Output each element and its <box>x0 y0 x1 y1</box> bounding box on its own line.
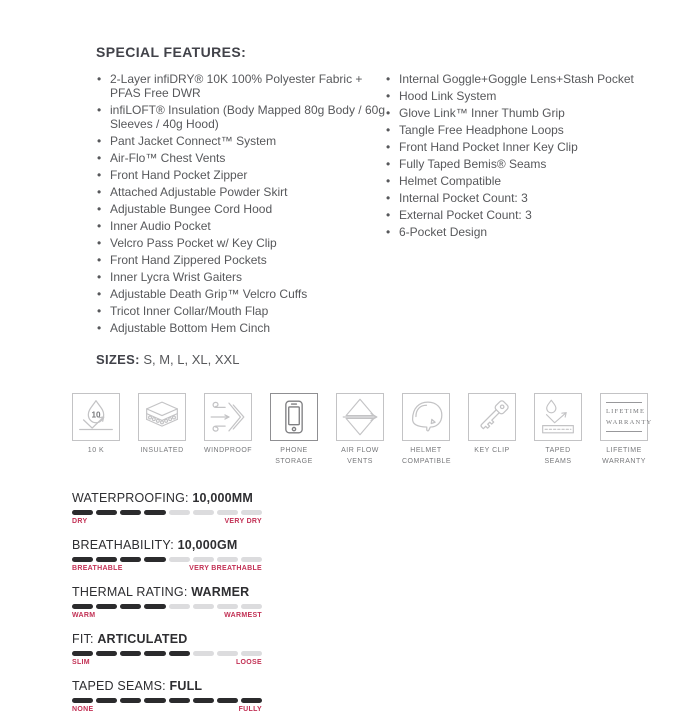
bar-segment-empty <box>193 557 214 562</box>
rating-value: WARMER <box>191 585 250 599</box>
feature-item <box>96 236 385 250</box>
feature-item-text: 2-Layer infiDRY® 10K 100% Polyester Fabric + PFAS Free DWR <box>110 72 363 100</box>
bullet-dot: • <box>386 174 391 188</box>
feature-item-text: Air-Flo™ Chest Vents <box>110 151 226 165</box>
bar-segment-filled <box>144 604 165 609</box>
feature-item-text: Glove Link™ Inner Thumb Grip <box>399 106 565 120</box>
bar-segment-empty <box>169 557 190 562</box>
special-features-section <box>96 44 700 338</box>
rating-minmax-labels <box>72 612 262 619</box>
rating-min-label: DRY <box>72 518 88 525</box>
bar-segment-empty <box>217 651 238 656</box>
bar-segment-filled <box>144 698 165 703</box>
feature-item-text: Front Hand Pocket Inner Key Clip <box>399 140 578 154</box>
bullet-dot: • <box>97 236 102 250</box>
icon-label-10k: 10 K <box>87 447 105 454</box>
sizes-line <box>96 352 700 367</box>
taped-seams-icon <box>534 393 582 441</box>
bar-segment-empty <box>217 510 238 515</box>
bar-segment-empty <box>241 510 262 515</box>
rating-bar <box>72 557 262 562</box>
icon-label-phone-storage: PHONE STORAGE <box>275 447 313 465</box>
feature-item <box>96 168 385 182</box>
bar-segment-filled <box>120 651 141 656</box>
icon-label-lifetime-warranty: LIFETIME WARRANTY <box>602 447 646 465</box>
rating-title <box>72 491 700 505</box>
rating-row <box>72 538 700 572</box>
rating-max-label: LOOSE <box>235 659 262 666</box>
rating-label: TAPED SEAMS: <box>72 679 170 693</box>
bar-segment-filled <box>217 698 238 703</box>
bar-segment-filled <box>193 698 214 703</box>
feature-item <box>96 202 385 216</box>
windproof-icon <box>204 393 252 441</box>
rating-row <box>72 679 700 713</box>
waterproof-10k-icon <box>72 393 120 441</box>
lifetime-warranty-box-text: LIFETIME WARRANTY <box>606 402 642 432</box>
feature-item <box>385 174 665 188</box>
feature-item <box>96 304 385 318</box>
rating-minmax-labels <box>72 565 262 572</box>
bar-segment-filled <box>144 557 165 562</box>
bar-segment-filled <box>120 698 141 703</box>
bar-segment-filled <box>72 651 93 656</box>
bar-segment-filled <box>96 651 117 656</box>
feature-item-text: infiLOFT® Insulation (Body Mapped 80g Body / 60g Sleeves / 40g Hood) <box>110 103 385 131</box>
bar-segment-filled <box>241 698 262 703</box>
bullet-dot: • <box>386 157 391 171</box>
feature-item-text: Attached Adjustable Powder Skirt <box>110 185 288 199</box>
bullet-dot: • <box>386 89 391 103</box>
bar-segment-filled <box>96 557 117 562</box>
feature-item <box>96 321 385 335</box>
bullet-dot: • <box>97 270 102 284</box>
feature-item-text: Helmet Compatible <box>399 174 502 188</box>
icon-label-helmet-compatible: HELMET COMPATIBLE <box>402 447 452 465</box>
sizes-label: SIZES: <box>96 352 140 367</box>
bar-segment-empty <box>193 651 214 656</box>
feature-item <box>96 134 385 148</box>
bar-segment-filled <box>169 651 190 656</box>
bullet-dot: • <box>97 304 102 318</box>
icon-cell-taped-seams <box>534 393 582 467</box>
rating-bar <box>72 604 262 609</box>
feature-item-text: Adjustable Death Grip™ Velcro Cuffs <box>110 287 308 301</box>
rating-min-label: SLIM <box>72 659 90 666</box>
bullet-dot: • <box>386 140 391 154</box>
bar-segment-filled <box>120 604 141 609</box>
rating-min-label: BREATHABLE <box>72 565 123 572</box>
feature-item-text: Adjustable Bungee Cord Hood <box>110 202 273 216</box>
feature-item-text: Tangle Free Headphone Loops <box>399 123 564 137</box>
bullet-dot: • <box>386 208 391 222</box>
bullet-dot: • <box>97 219 102 233</box>
bullet-dot: • <box>97 202 102 216</box>
icon-cell-helmet-compatible <box>402 393 450 467</box>
bullet-dot: • <box>97 151 102 165</box>
feature-item-text: Front Hand Zippered Pockets <box>110 253 267 267</box>
feature-item <box>385 208 665 222</box>
rating-minmax-labels <box>72 518 262 525</box>
feature-item <box>385 106 665 120</box>
feature-item <box>96 72 385 100</box>
rating-row <box>72 585 700 619</box>
rating-label: WATERPROOFING: <box>72 491 193 505</box>
bullet-dot: • <box>97 134 102 148</box>
air-flow-vents-icon <box>336 393 384 441</box>
phone-storage-icon <box>270 393 318 441</box>
bar-segment-filled <box>169 698 190 703</box>
feature-item-text: Inner Audio Pocket <box>110 219 211 233</box>
feature-item-text: Fully Taped Bemis® Seams <box>399 157 547 171</box>
rating-min-label: WARM <box>72 612 96 619</box>
bullet-dot: • <box>97 321 102 335</box>
rating-bar <box>72 651 262 656</box>
rating-title <box>72 538 700 552</box>
bullet-dot: • <box>386 106 391 120</box>
bar-segment-empty <box>217 604 238 609</box>
icon-cell-insulated <box>138 393 186 467</box>
bullet-dot: • <box>97 185 102 199</box>
feature-item <box>96 287 385 301</box>
feature-item <box>385 72 665 86</box>
bullet-dot: • <box>386 123 391 137</box>
rating-max-label: VERY BREATHABLE <box>189 565 262 572</box>
feature-item <box>96 270 385 284</box>
rating-row <box>72 491 700 525</box>
feature-item <box>385 123 665 137</box>
feature-item-text: Hood Link System <box>399 89 497 103</box>
bar-segment-empty <box>193 510 214 515</box>
rating-label: FIT: <box>72 632 98 646</box>
rating-value: FULL <box>169 679 203 693</box>
icon-cell-air-flow-vents <box>336 393 384 467</box>
bullet-dot: • <box>386 225 391 239</box>
feature-item <box>96 151 385 165</box>
feature-item <box>385 140 665 154</box>
rating-min-label: NONE <box>72 706 94 713</box>
rating-minmax-labels <box>72 659 262 666</box>
rating-label: BREATHABILITY: <box>72 538 178 552</box>
rating-max-label: VERY DRY <box>224 518 262 525</box>
icon-label-taped-seams: TAPED SEAMS <box>544 447 572 465</box>
feature-item <box>385 225 665 239</box>
feature-icons-row <box>72 393 700 467</box>
bar-segment-filled <box>96 510 117 515</box>
bar-segment-filled <box>120 510 141 515</box>
feature-item <box>96 253 385 267</box>
bar-segment-empty <box>193 604 214 609</box>
bullet-dot: • <box>97 253 102 267</box>
bullet-dot: • <box>386 72 391 86</box>
feature-item-text: Inner Lycra Wrist Gaiters <box>110 270 243 284</box>
insulated-icon <box>138 393 186 441</box>
rating-max-label: WARMEST <box>224 612 262 619</box>
feature-item-text: External Pocket Count: 3 <box>399 208 532 222</box>
feature-item-text: Tricot Inner Collar/Mouth Flap <box>110 304 269 318</box>
bar-segment-filled <box>96 698 117 703</box>
icon-cell-lifetime-warranty <box>600 393 653 467</box>
icon-cell-windproof <box>204 393 252 467</box>
rating-value: 10,000MM <box>192 491 254 505</box>
icon-cell-key-clip <box>468 393 516 467</box>
feature-item-text: Front Hand Pocket Zipper <box>110 168 248 182</box>
bullet-dot: • <box>97 168 102 182</box>
feature-item-text: Velcro Pass Pocket w/ Key Clip <box>110 236 277 250</box>
icon-cell-phone-storage <box>270 393 318 467</box>
feature-item-text: Pant Jacket Connect™ System <box>110 134 277 148</box>
features-col-right <box>385 72 665 242</box>
bar-segment-empty <box>241 604 262 609</box>
bar-segment-empty <box>241 557 262 562</box>
rating-title <box>72 679 700 693</box>
rating-max-label: FULLY <box>238 706 262 713</box>
icon-label-insulated: INSULATED <box>140 447 184 454</box>
feature-item-text: Internal Pocket Count: 3 <box>399 191 528 205</box>
icon-cell-10k <box>72 393 120 467</box>
rating-title <box>72 632 700 646</box>
bar-segment-filled <box>96 604 117 609</box>
bar-segment-filled <box>120 557 141 562</box>
feature-item <box>96 185 385 199</box>
feature-item <box>96 103 385 131</box>
feature-item <box>385 89 665 103</box>
bar-segment-empty <box>169 604 190 609</box>
bar-segment-filled <box>72 510 93 515</box>
rating-value: 10,000GM <box>177 538 238 552</box>
rating-bar <box>72 698 262 703</box>
icon-label-air-flow-vents: AIR FLOW VENTS <box>341 447 379 465</box>
special-features-heading: SPECIAL FEATURES: <box>96 44 247 60</box>
feature-item <box>96 219 385 233</box>
bar-segment-filled <box>144 651 165 656</box>
bar-segment-filled <box>144 510 165 515</box>
bullet-dot: • <box>97 72 102 86</box>
bullet-dot: • <box>386 191 391 205</box>
feature-item-text: 6-Pocket Design <box>399 225 488 239</box>
features-col-left <box>96 72 385 338</box>
bar-segment-filled <box>72 557 93 562</box>
feature-item <box>385 157 665 171</box>
rating-value: ARTICULATED <box>97 632 188 646</box>
rating-label: THERMAL RATING: <box>72 585 192 599</box>
svg-text:10: 10 <box>91 410 101 420</box>
helmet-compatible-icon <box>402 393 450 441</box>
bullet-dot: • <box>97 103 102 117</box>
rating-minmax-labels <box>72 706 262 713</box>
sizes-value: S, M, L, XL, XXL <box>143 352 240 367</box>
bar-segment-filled <box>72 604 93 609</box>
feature-item <box>385 191 665 205</box>
rating-title <box>72 585 700 599</box>
bar-segment-empty <box>169 510 190 515</box>
feature-item-text: Internal Goggle+Goggle Lens+Stash Pocket <box>399 72 634 86</box>
lifetime-warranty-icon <box>600 393 653 441</box>
icon-label-key-clip: KEY CLIP <box>474 447 510 454</box>
bullet-dot: • <box>97 287 102 301</box>
icon-label-windproof: WINDPROOF <box>204 447 253 454</box>
features-columns <box>96 72 700 338</box>
rating-bars-section <box>72 491 700 713</box>
rating-row <box>72 632 700 666</box>
feature-item-text: Adjustable Bottom Hem Cinch <box>110 321 271 335</box>
rating-bar <box>72 510 262 515</box>
key-clip-icon <box>468 393 516 441</box>
bar-segment-filled <box>72 698 93 703</box>
bar-segment-empty <box>217 557 238 562</box>
bar-segment-empty <box>241 651 262 656</box>
